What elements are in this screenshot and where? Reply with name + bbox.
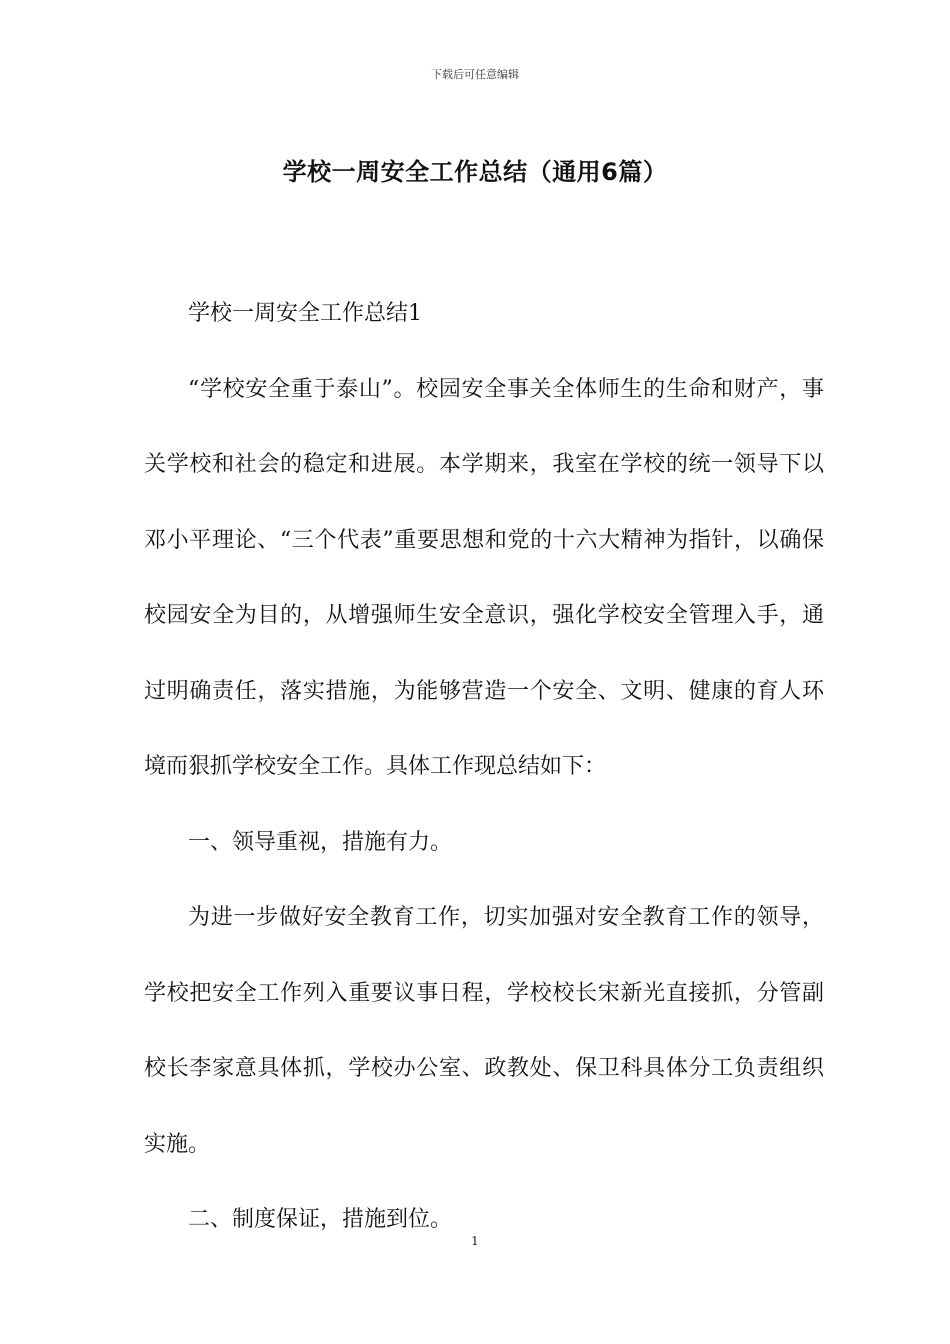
subheading-leadership: 一、领导重视，措施有力。: [188, 829, 453, 855]
document-body: [144, 276, 824, 1258]
header-note: 下载后可任意编辑: [431, 68, 519, 81]
document-title: 学校一周安全工作总结（通用6篇）: [282, 158, 668, 186]
paragraph-intro: “学校安全重于泰山”。校园安全事关全体师生的生命和财产，事关学校和社会的稳定和进展。本学期来，我室在学校的统一领导下以邓小平理论、“三个代表”重要思想和党的十六大精神为指针，以确保校园安全为目的，从增强师生安全意识，强化学校安全管理入手，通过明确责任，落实措施，为能够营造一个安全、文明、健康的育人环境而狠抓学校安全工作。具体工作现总结如下：: [144, 376, 824, 779]
section-heading-1: 学校一周安全工作总结1: [188, 301, 422, 326]
page-number: 1: [471, 1234, 479, 1248]
paragraph-leadership: 为进一步做好安全教育工作，切实加强对安全教育工作的领导，学校把安全工作列入重要议事日程，学校校长宋新光直接抓，分管副校长李家意具体抓，学校办公室、政教处、保卫科具体分工负责组织实施。: [144, 905, 824, 1157]
subheading-system: 二、制度保证，措施到位。: [188, 1207, 453, 1232]
